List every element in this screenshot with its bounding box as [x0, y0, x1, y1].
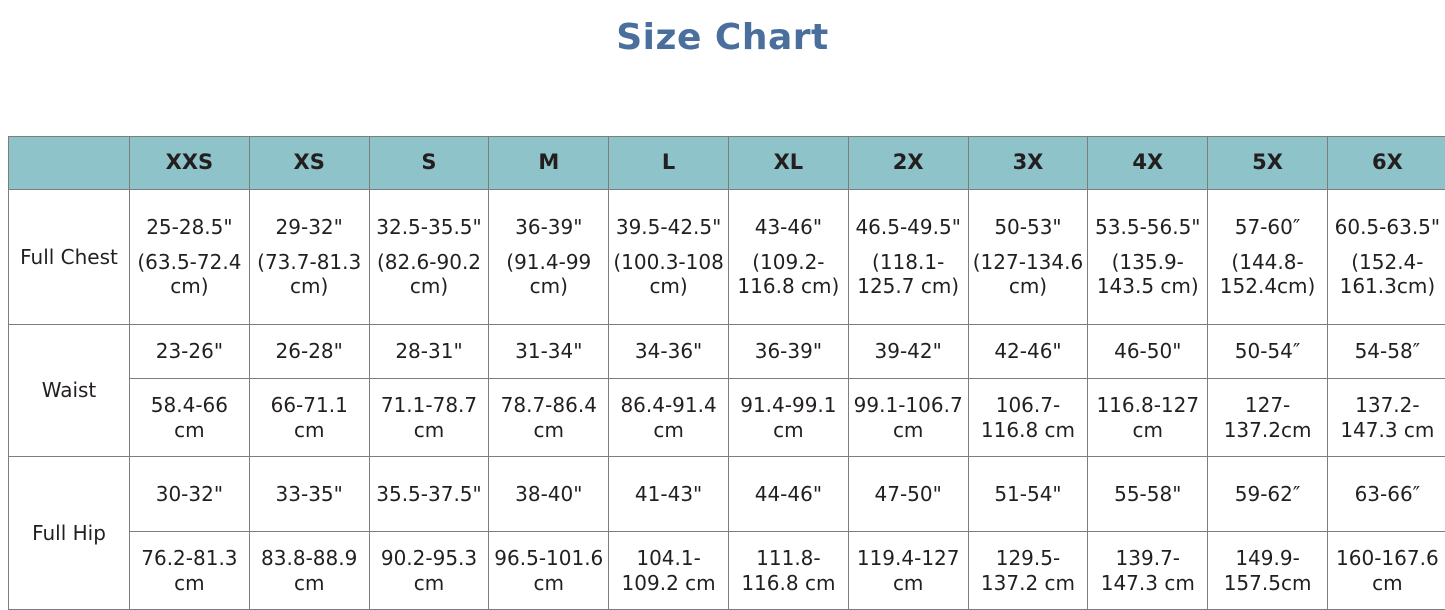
cell-waist-in-l: 34-36" — [609, 325, 729, 379]
cell-waist-in-3x: 42-46" — [968, 325, 1088, 379]
cell-waist-cm-2x: 99.1-106.7 cm — [848, 379, 968, 457]
cell-hip-cm-xxs: 76.2-81.3 cm — [130, 532, 250, 610]
size-chart-table-container — [8, 136, 1437, 610]
cell-full-chest-3x — [968, 190, 1088, 325]
cell-hip-in-s: 35.5-37.5" — [369, 457, 489, 532]
cell-spacer — [853, 240, 964, 250]
header-col-6x: 6X — [1327, 137, 1445, 190]
cell-full-chest-6x — [1327, 190, 1445, 325]
cell-full-chest-5x — [1208, 190, 1328, 325]
header-col-l: L — [609, 137, 729, 190]
cell-spacer — [1092, 240, 1203, 250]
cell-cm: (82.6-90.2 cm) — [374, 250, 485, 299]
cell-hip-in-2x: 47-50" — [848, 457, 968, 532]
cell-inches: 60.5-63.5" — [1332, 215, 1443, 239]
cell-inches: 46.5-49.5" — [853, 215, 964, 239]
cell-cm: (144.8-152.4cm) — [1212, 250, 1323, 299]
page-title: Size Chart — [0, 0, 1445, 58]
cell-cm: (91.4-99 cm) — [493, 250, 604, 299]
cell-hip-in-xs: 33-35" — [249, 457, 369, 532]
cell-hip-cm-2x: 119.4-127 cm — [848, 532, 968, 610]
cell-full-chest-m — [489, 190, 609, 325]
header-corner — [9, 137, 130, 190]
cell-inches: 39.5-42.5" — [613, 215, 724, 239]
cell-waist-cm-m: 78.7-86.4 cm — [489, 379, 609, 457]
cell-waist-cm-6x: 137.2-147.3 cm — [1327, 379, 1445, 457]
cell-waist-cm-s: 71.1-78.7 cm — [369, 379, 489, 457]
cell-spacer — [1212, 240, 1323, 250]
cell-inches: 57-60″ — [1212, 215, 1323, 239]
cell-inches: 36-39" — [493, 215, 604, 239]
header-col-s: S — [369, 137, 489, 190]
cell-full-chest-xl — [728, 190, 848, 325]
cell-full-chest-2x — [848, 190, 968, 325]
cell-spacer — [1332, 240, 1443, 250]
header-col-xxs: XXS — [130, 137, 250, 190]
cell-waist-cm-l: 86.4-91.4 cm — [609, 379, 729, 457]
cell-hip-cm-6x: 160-167.6 cm — [1327, 532, 1445, 610]
cell-waist-in-m: 31-34" — [489, 325, 609, 379]
header-col-3x: 3X — [968, 137, 1088, 190]
cell-waist-cm-xl: 91.4-99.1 cm — [728, 379, 848, 457]
cell-cm: (135.9-143.5 cm) — [1092, 250, 1203, 299]
cell-waist-cm-3x: 106.7-116.8 cm — [968, 379, 1088, 457]
table-row — [9, 457, 1445, 532]
cell-hip-cm-s: 90.2-95.3 cm — [369, 532, 489, 610]
cell-hip-in-5x: 59-62″ — [1208, 457, 1328, 532]
cell-hip-cm-4x: 139.7-147.3 cm — [1088, 532, 1208, 610]
cell-cm: (100.3-108 cm) — [613, 250, 724, 299]
cell-hip-in-xxs: 30-32" — [130, 457, 250, 532]
table-row — [9, 379, 1445, 457]
cell-cm: (118.1-125.7 cm) — [853, 250, 964, 299]
cell-hip-cm-m: 96.5-101.6 cm — [489, 532, 609, 610]
cell-cm: (73.7-81.3 cm) — [254, 250, 365, 299]
cell-hip-cm-5x: 149.9-157.5cm — [1208, 532, 1328, 610]
table-row — [9, 325, 1445, 379]
table-row — [9, 190, 1445, 325]
cell-waist-in-5x: 50-54″ — [1208, 325, 1328, 379]
cell-hip-cm-xl: 111.8-116.8 cm — [728, 532, 848, 610]
cell-spacer — [374, 240, 485, 250]
cell-cm: (127-134.6 cm) — [973, 250, 1084, 299]
cell-hip-cm-3x: 129.5-137.2 cm — [968, 532, 1088, 610]
cell-inches: 29-32" — [254, 215, 365, 239]
cell-waist-cm-4x: 116.8-127 cm — [1088, 379, 1208, 457]
header-col-m: M — [489, 137, 609, 190]
cell-hip-in-m: 38-40" — [489, 457, 609, 532]
cell-inches: 25-28.5" — [134, 215, 245, 239]
cell-spacer — [134, 240, 245, 250]
cell-waist-in-xs: 26-28" — [249, 325, 369, 379]
header-col-xs: XS — [249, 137, 369, 190]
table-header-row — [9, 137, 1445, 190]
cell-waist-in-6x: 54-58″ — [1327, 325, 1445, 379]
cell-waist-cm-xxs: 58.4-66 cm — [130, 379, 250, 457]
cell-cm: (152.4-161.3cm) — [1332, 250, 1443, 299]
cell-hip-in-xl: 44-46" — [728, 457, 848, 532]
cell-full-chest-4x — [1088, 190, 1208, 325]
cell-inches: 53.5-56.5" — [1092, 215, 1203, 239]
table-body — [9, 190, 1445, 610]
cell-waist-in-s: 28-31" — [369, 325, 489, 379]
cell-full-chest-s — [369, 190, 489, 325]
cell-waist-in-xl: 36-39" — [728, 325, 848, 379]
cell-hip-in-4x: 55-58" — [1088, 457, 1208, 532]
cell-inches: 43-46" — [733, 215, 844, 239]
cell-spacer — [493, 240, 604, 250]
cell-spacer — [973, 240, 1084, 250]
cell-waist-cm-xs: 66-71.1 cm — [249, 379, 369, 457]
row-label-waist: Waist — [9, 325, 130, 457]
cell-waist-cm-5x: 127-137.2cm — [1208, 379, 1328, 457]
cell-waist-in-2x: 39-42" — [848, 325, 968, 379]
table-header — [9, 137, 1445, 190]
cell-full-chest-xxs — [130, 190, 250, 325]
header-col-4x: 4X — [1088, 137, 1208, 190]
cell-hip-cm-xs: 83.8-88.9 cm — [249, 532, 369, 610]
cell-spacer — [733, 240, 844, 250]
cell-inches: 50-53" — [973, 215, 1084, 239]
row-label-full-hip: Full Hip — [9, 457, 130, 610]
cell-cm: (63.5-72.4 cm) — [134, 250, 245, 299]
header-col-xl: XL — [728, 137, 848, 190]
cell-spacer — [613, 240, 724, 250]
cell-hip-in-6x: 63-66″ — [1327, 457, 1445, 532]
size-chart-table — [8, 136, 1445, 610]
cell-full-chest-l — [609, 190, 729, 325]
header-col-2x: 2X — [848, 137, 968, 190]
cell-spacer — [254, 240, 365, 250]
cell-waist-in-xxs: 23-26" — [130, 325, 250, 379]
cell-hip-in-3x: 51-54" — [968, 457, 1088, 532]
cell-inches: 32.5-35.5" — [374, 215, 485, 239]
cell-full-chest-xs — [249, 190, 369, 325]
cell-waist-in-4x: 46-50" — [1088, 325, 1208, 379]
cell-hip-cm-l: 104.1-109.2 cm — [609, 532, 729, 610]
table-row — [9, 532, 1445, 610]
cell-hip-in-l: 41-43" — [609, 457, 729, 532]
cell-cm: (109.2-116.8 cm) — [733, 250, 844, 299]
header-col-5x: 5X — [1208, 137, 1328, 190]
row-label-full-chest: Full Chest — [9, 190, 130, 325]
